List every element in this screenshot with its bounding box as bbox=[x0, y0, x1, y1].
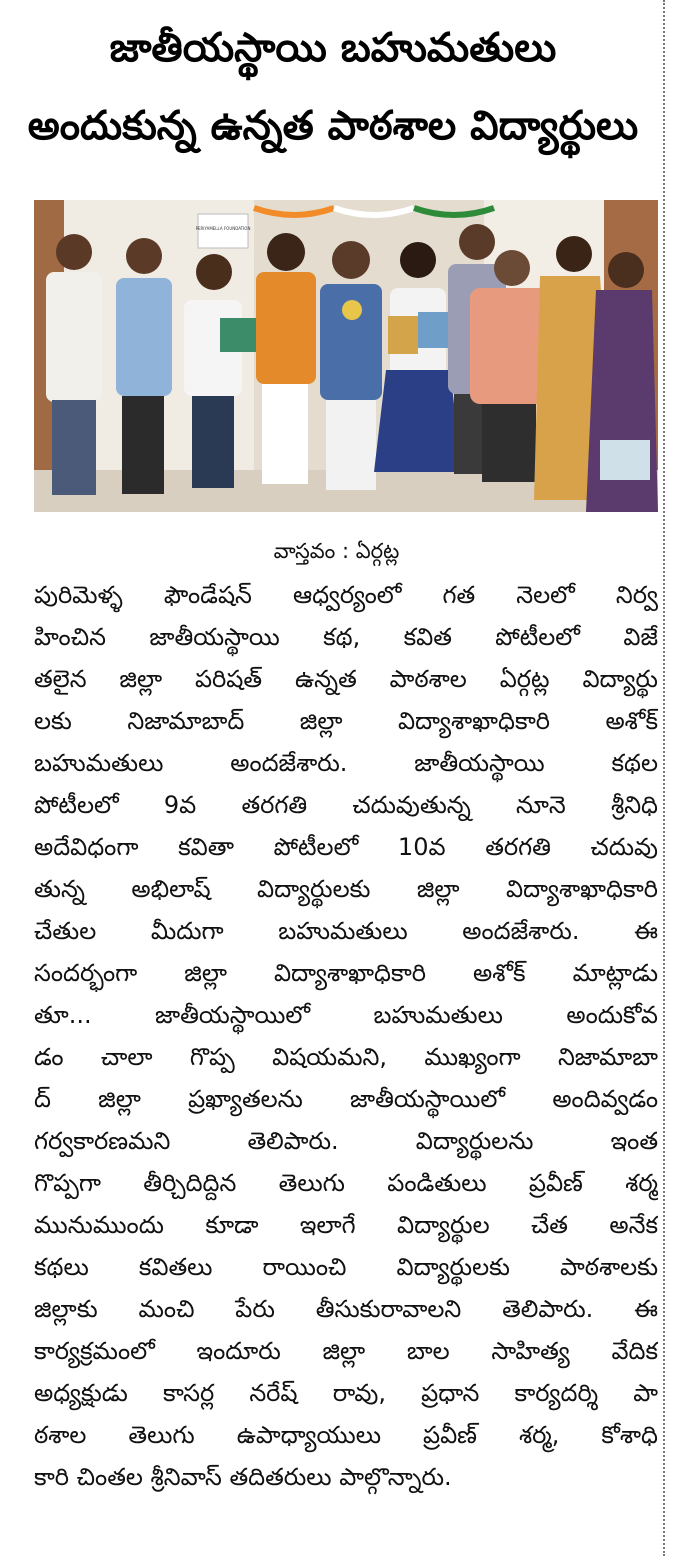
body-line: తూ... జాతీయస్థాయిలో బహుమతులు అందుకోవ bbox=[34, 1001, 658, 1029]
body-line: జిల్లాకు మంచి పేరు తీసుకురావాలని తెలిపారు. ఈ bbox=[34, 1295, 658, 1323]
body-line: కారి చింతల శ్రీనివాస్ తదితరులు పాల్గొన్నారు. bbox=[34, 1463, 452, 1491]
body-line: కథలు కవితలు రాయించి విద్యార్థులకు పాఠశాలకు bbox=[34, 1253, 658, 1281]
body-line: లకు నిజామాబాద్ జిల్లా విద్యాశాఖాధికారి అశోక్ bbox=[34, 707, 658, 735]
dateline: వాస్తవం : ఏర్గట్ల bbox=[273, 539, 400, 563]
body-line: బహుమతులు అందజేశారు. జాతీయస్థాయి కథల bbox=[34, 749, 658, 777]
body-line: పోటీలలో 9వ తరగతి చదువుతున్న నూనె శ్రీనిధి bbox=[34, 791, 658, 819]
body-line: ద్ జిల్లా ప్రఖ్యాతలను జాతీయస్థాయిలో అందివ్వడం bbox=[34, 1085, 658, 1113]
body-line: అధ్యక్షుడు కాసర్ల నరేష్ రావు, ప్రధాన కార్యదర్శి పా bbox=[34, 1379, 658, 1407]
body-line: హించిన జాతీయస్థాయి కథ, కవిత పోటీలలో విజే bbox=[34, 623, 658, 651]
news-photo bbox=[34, 200, 658, 512]
poster-text: PERIYAMELLA FOUNDATION bbox=[195, 226, 251, 231]
body-line: గర్వకారణమని తెలిపారు. విద్యార్థులను ఇంత bbox=[34, 1127, 658, 1155]
headline-line-1: జాతీయస్థాయి బహుమతులు bbox=[109, 25, 557, 71]
body-line: పురిమెళ్ళ ఫౌండేషన్ ఆధ్వర్యంలో గత నెలలో నిర్వ bbox=[34, 581, 658, 609]
body-line: ఠశాల తెలుగు ఉపాధ్యాయులు ప్రవీణ్ శర్మ, కోశాధి bbox=[34, 1421, 658, 1449]
body-line: చేతుల మీదుగా బహుమతులు అందజేశారు. ఈ bbox=[34, 917, 658, 945]
body-line: మునుముందు కూడా ఇలాగే విద్యార్థుల చేత అనేక bbox=[34, 1211, 658, 1239]
group-photo-illustration bbox=[34, 200, 658, 512]
body-line: సందర్భంగా జిల్లా విద్యాశాఖాధికారి అశోక్ మాట్లాడు bbox=[34, 959, 658, 987]
body-line: అదేవిధంగా కవితా పోటీలలో 10వ తరగతి చదువు bbox=[34, 833, 658, 861]
body-line: డం చాలా గొప్ప విషయమని, ముఖ్యంగా నిజామాబా bbox=[34, 1043, 658, 1071]
body-line: తున్న అభిలాష్ విద్యార్థులకు జిల్లా విద్యాశాఖాధికారి bbox=[34, 875, 658, 903]
body-line: గొప్పగా తీర్చిదిద్దిన తెలుగు పండితులు ప్రవీణ్ శర్మ bbox=[34, 1169, 658, 1197]
article-body bbox=[34, 574, 658, 1498]
headline-line-2: అందుకున్న ఉన్నత పాఠశాల విద్యార్థులు bbox=[27, 103, 639, 149]
body-line: కార్యక్రమంలో ఇందూరు జిల్లా బాల సాహిత్య వేదిక bbox=[34, 1337, 658, 1365]
column-separator bbox=[663, 0, 665, 1556]
body-line: తలైన జిల్లా పరిషత్ ఉన్నత పాఠశాల ఏర్గట్ల విద్యార్థు bbox=[34, 665, 658, 693]
